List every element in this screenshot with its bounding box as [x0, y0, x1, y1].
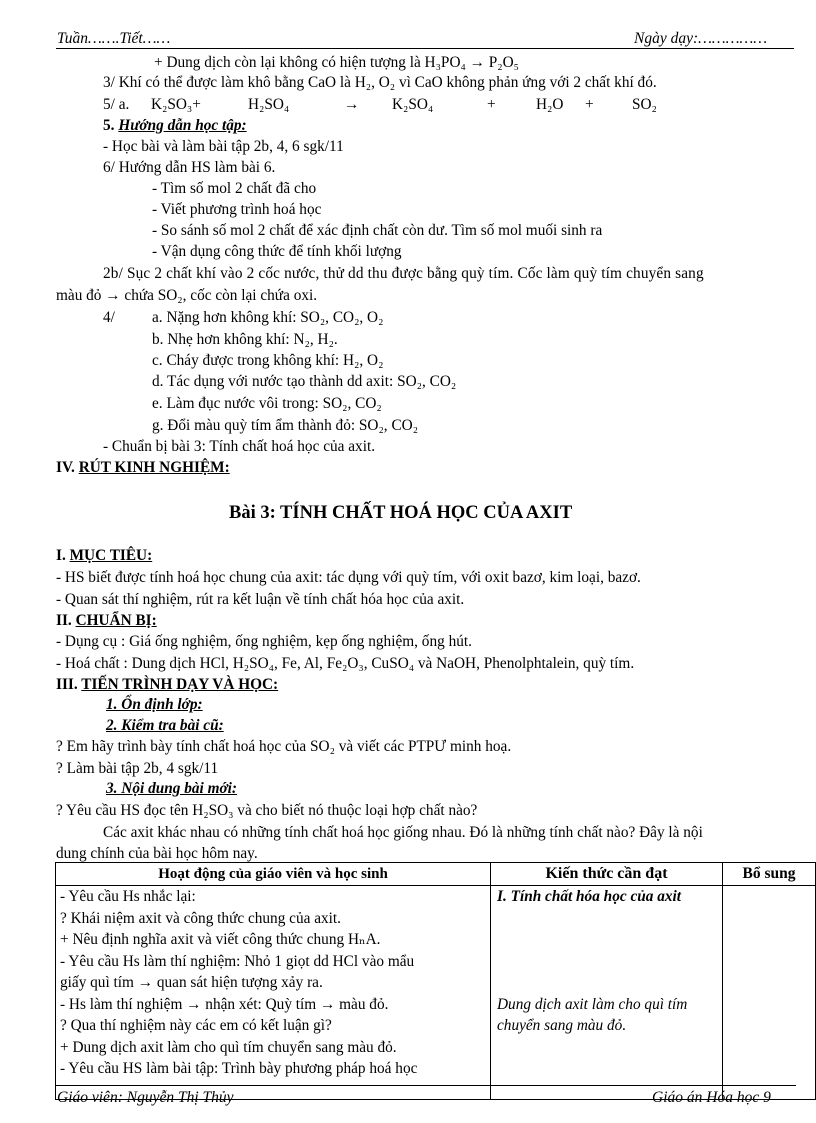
header-knowledge: Kiến thức cần đạt	[491, 863, 723, 886]
header-activity: Hoạt động của giáo viên và học sinh	[56, 863, 491, 886]
prep-next-lesson: - Chuẩn bị bài 3: Tính chất hoá học của axit.	[103, 438, 376, 455]
top-line-2: 3/ Khí có thể được làm khô bằng CaO là H₂, O₂ vì CaO không phản ứng với 2 chất khí đó.	[103, 74, 657, 91]
header-right: Ngày dạy:……………	[634, 30, 768, 47]
lesson-title: Bài 3: TÍNH CHẤT HOÁ HỌC CỦA AXIT	[229, 503, 573, 523]
answer-4-item: b. Nhẹ hơn không khí: N₂, H₂.	[152, 331, 338, 348]
section-3-title: TIẾN TRÌNH DẠY VÀ HỌC:	[81, 676, 279, 693]
answer-4-item: e. Làm đục nước vôi trong: SO₂, CO₂	[152, 395, 382, 412]
knowledge-text: Dung dịch axit làm cho quì tím	[497, 995, 688, 1013]
step-3-text: 3. Nội dung bài mới:	[106, 780, 238, 797]
footer-left: Giáo viên: Nguyễn Thị Thủy	[57, 1089, 234, 1106]
eq-part: K₂SO₄	[392, 96, 434, 113]
section-1-heading	[56, 548, 152, 563]
guide-title-text: Hướng dẫn học tập:	[118, 117, 247, 134]
eq-part: +	[585, 96, 594, 113]
activity-line: - Yêu cầu Hs làm thí nghiệm: Nhỏ 1 giọt dd HCl vào mẩu	[60, 952, 415, 970]
section-1-title: MỤC TIÊU:	[69, 547, 153, 564]
section-3-num: III.	[56, 676, 78, 693]
knowledge-cell	[491, 886, 723, 1100]
guide-item: - So sánh số mol 2 chất để xác định chất còn dư. Tìm số mol muối sinh ra	[152, 222, 603, 239]
activity-line: - Hs làm thí nghiệm → nhận xét: Quỳ tím → màu đỏ.	[60, 995, 389, 1013]
knowledge-spacer	[491, 908, 722, 994]
step-1-heading	[106, 697, 203, 712]
header-rule	[56, 48, 794, 49]
equation-label: 5/ a.	[103, 96, 130, 113]
eq-part: H₂O	[536, 96, 564, 113]
step-2-heading	[106, 718, 224, 733]
step-3-heading	[106, 781, 237, 796]
step-2-text: 2. Kiểm tra bài cũ:	[106, 717, 224, 734]
top-line-1: + Dung dịch còn lại không có hiện tượng là H₃PO₄ → P₂O₅	[154, 54, 519, 71]
activity-line: ? Khái niệm axit và công thức chung của axit.	[60, 909, 341, 927]
knowledge-text: chuyển sang màu đỏ.	[497, 1017, 627, 1034]
answer-4-item: a. Nặng hơn không khí: SO₂, CO₂, O₂	[152, 309, 384, 326]
review-question: ? Em hãy trình bày tính chất hoá học của SO₂ và viết các PTPƯ minh hoạ.	[56, 738, 512, 755]
eq-part: K₂SO₃+	[151, 96, 201, 113]
section-2-heading	[56, 613, 157, 628]
objective-item: - Quan sát thí nghiệm, rút ra kết luận về tính chất hóa học của axit.	[56, 591, 465, 608]
activity-line: + Nêu định nghĩa axit và viết công thức chung HₙA.	[60, 931, 381, 948]
answer-2b-line-1: 2b/ Sục 2 chất khí vào 2 cốc nước, thử dd thu được bằng quỳ tím. Cốc làm quỳ tím chuyển sang	[103, 265, 704, 282]
guide-item: - Viết phương trình hoá học	[152, 201, 322, 218]
review-question: ? Làm bài tập 2b, 4 sgk/11	[56, 760, 219, 777]
section-3-heading	[56, 677, 278, 692]
activity-line: - Yêu cầu Hs nhắc lại:	[60, 888, 196, 905]
eq-part: SO₂	[632, 96, 657, 113]
section-4-num: IV.	[56, 459, 75, 476]
header-left: Tuần…….Tiết……	[57, 30, 171, 47]
table-header-row	[56, 863, 816, 886]
intro-line-2: dung chính của bài học hôm nay.	[56, 845, 258, 862]
activity-line: ? Qua thí nghiệm này các em có kết luận gì?	[60, 1017, 332, 1034]
step-1-text: 1. Ổn định lớp:	[106, 696, 203, 713]
table-row	[56, 886, 816, 1100]
supplement-cell	[723, 886, 816, 1100]
guide-item: 6/ Hướng dẫn HS làm bài 6.	[103, 159, 276, 176]
guide-title-num: 5.	[103, 117, 115, 134]
activity-cell	[56, 886, 491, 1100]
guide-item: - Học bài và làm bài tập 2b, 4, 6 sgk/11	[103, 138, 344, 155]
activity-line: - Yêu cầu HS làm bài tập: Trình bày phương pháp hoá học	[60, 1060, 418, 1077]
prep-item: - Dụng cụ : Giá ống nghiệm, ống nghiệm, kẹp ống nghiệm, ống hút.	[56, 633, 472, 650]
answer-2b-line-2: màu đỏ → chứa SO₂, cốc còn lại chứa oxi.	[56, 287, 318, 304]
eq-part: →	[344, 96, 360, 113]
answer-4-item: c. Cháy được trong không khí: H₂, O₂	[152, 352, 384, 369]
footer-rule	[56, 1085, 796, 1086]
objective-item: - HS biết được tính hoá học chung của axit: tác dụng với quỳ tím, với oxit bazơ, kim loại, bazơ.	[56, 569, 641, 586]
guide-item: - Vận dụng công thức để tính khối lượng	[152, 243, 402, 260]
activity-table	[55, 862, 816, 1100]
section-4-heading	[56, 460, 230, 475]
activity-line: giấy quì tím → quan sát hiện tượng xảy ra.	[60, 974, 323, 991]
prep-item: - Hoá chất : Dung dịch HCl, H₂SO₄, Fe, Al, Fe₂O₃, CuSO₄ và NaOH, Phenolphtalein, quỳ tím.	[56, 655, 635, 672]
answer-4-item: d. Tác dụng với nước tạo thành dd axit: SO₂, CO₂	[152, 373, 457, 390]
section-4-title: RÚT KINH NGHIỆM:	[78, 459, 230, 476]
header-supplement: Bổ sung	[723, 863, 816, 886]
knowledge-title: I. Tính chất hóa học của axit	[497, 888, 682, 905]
answer-4-label: 4/	[103, 309, 115, 326]
guide-title	[103, 118, 247, 133]
footer-right: Giáo án Hóa học 9	[652, 1089, 771, 1106]
section-2-num: II.	[56, 612, 72, 629]
intro-line-1: Các axit khác nhau có những tính chất hoá học giống nhau. Đó là những tính chất nào? Đây là nội	[103, 824, 703, 841]
eq-part: H₂SO₄	[248, 96, 290, 113]
answer-4-item: g. Đổi màu quỳ tím ẩm thành đỏ: SO₂, CO₂	[152, 417, 419, 434]
eq-part: +	[487, 96, 496, 113]
guide-item: - Tìm số mol 2 chất đã cho	[152, 180, 317, 197]
new-lesson-question: ? Yêu cầu HS đọc tên H₂SO₃ và cho biết nó thuộc loại hợp chất nào?	[56, 802, 478, 819]
activity-line: + Dung dịch axit làm cho quì tím chuyển sang màu đỏ.	[60, 1038, 397, 1056]
section-1-num: I.	[56, 547, 66, 564]
section-2-title: CHUẨN BỊ:	[75, 612, 157, 629]
